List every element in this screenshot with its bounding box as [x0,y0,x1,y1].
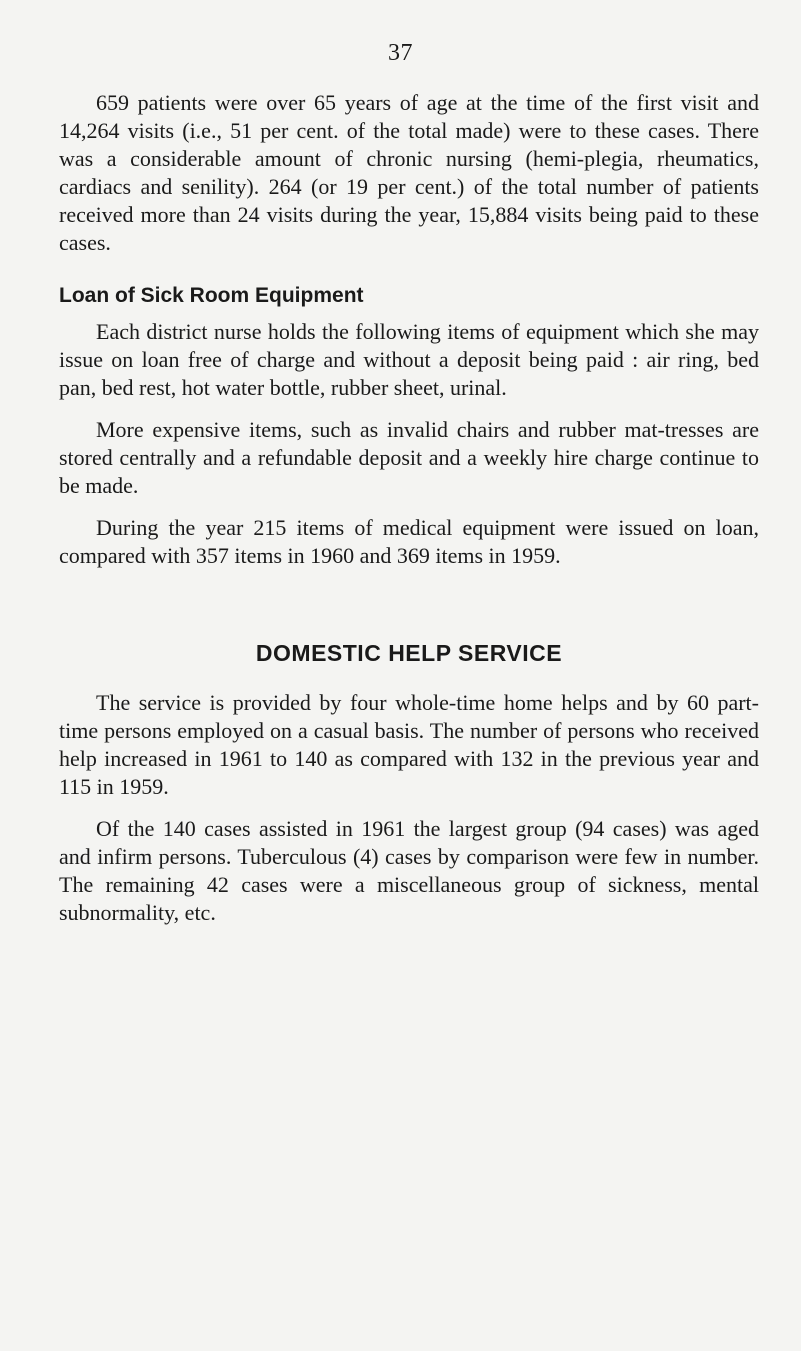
loan-paragraph-2: More expensive items, such as invalid chairs and rubber mat-tresses are stored centrally and a refundable deposit and a weekly hire charge continue to be made. [59,417,759,498]
loan-paragraph-1: Each district nurse holds the following items of equipment which she may issue on loan free of charge and without a deposit being paid : air ring, bed pan, bed rest, hot water bottle, rubber sheet, urinal. [59,319,759,400]
page-content [59,89,759,927]
domestic-section-heading: DOMESTIC HELP SERVICE [255,640,563,666]
loan-section-heading: Loan of Sick Room Equipment [59,284,364,307]
domestic-paragraph-2: Of the 140 cases assisted in 1961 the largest group (94 cases) was aged and infirm persons. Tuberculous (4) cases by comparison were few in number. The remaining 42 cases were a miscellaneous group of sickness, mental subnormality, etc. [59,816,759,925]
loan-paragraph-3: During the year 215 items of medical equipment were issued on loan, compared with 357 items in 1960 and 369 items in 1959. [59,515,759,568]
intro-paragraph: 659 patients were over 65 years of age at the time of the first visit and 14,264 visits (i.e., 51 per cent. of the total made) were to these cases. There was a considerable amount of chronic nursing (hemi-plegia, rheumatics, cardiacs and senility). 264 (or 19 per cent.) of the total number of patients received more than 24 visits during the year, 15,884 visits being paid to these cases. [59,90,759,255]
page-number: 37 [388,40,413,66]
domestic-paragraph-1: The service is provided by four whole-time home helps and by 60 part-time persons employed on a casual basis. The number of persons who received help increased in 1961 to 140 as compared with 132 in the previous year and 115 in 1959. [59,690,759,799]
